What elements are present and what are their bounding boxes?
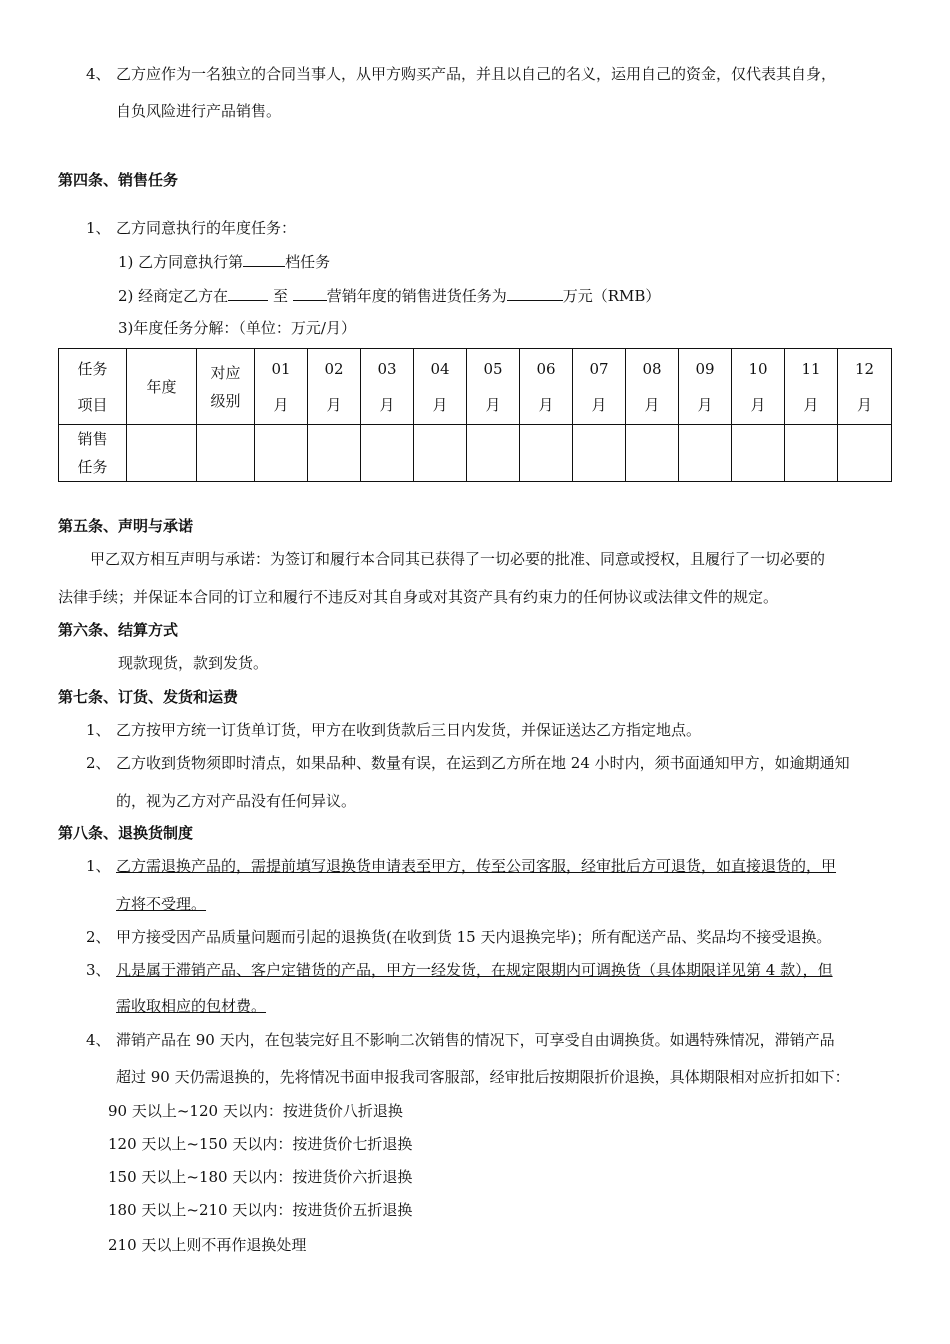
month-number: 06: [536, 359, 556, 378]
sub1-pre: 1) 乙方同意执行第: [118, 253, 244, 271]
table-cell[interactable]: [573, 425, 626, 482]
clause4-item1-text: 乙方同意执行的年度任务：: [116, 219, 297, 237]
item-number: 2、: [86, 928, 111, 946]
clause4-heading: 第四条、销售任务: [58, 171, 179, 189]
header-month: [679, 349, 732, 425]
table-cell[interactable]: [361, 425, 414, 482]
header-month: [414, 349, 467, 425]
month-number: 05: [483, 359, 503, 378]
month-number: 09: [695, 359, 715, 378]
amount-blank[interactable]: [507, 286, 563, 301]
clause8-item3-line1: [86, 960, 833, 980]
month-number: 01: [271, 359, 291, 378]
month-number: 08: [642, 359, 662, 378]
month-number: 07: [589, 359, 609, 378]
item-number: 3、: [86, 961, 111, 979]
table-cell[interactable]: [838, 425, 892, 482]
clause4-item1: [86, 218, 296, 238]
month-number: 03: [377, 359, 397, 378]
header-task-item: [59, 349, 127, 425]
clause6-heading: 第六条、结算方式: [58, 621, 179, 639]
table-cell[interactable]: [785, 425, 838, 482]
month-number: 04: [430, 359, 450, 378]
clause5-line1: 甲乙双方相互声明与承诺：为签订和履行本合同其已获得了一切必要的批准、同意或授权，且履行了一切必要的: [90, 550, 826, 568]
clause8-item2: [86, 927, 831, 947]
month-suffix: 月: [697, 395, 713, 414]
clause7-item2-line1: [86, 753, 850, 773]
table-cell[interactable]: [520, 425, 573, 482]
clause4-sub1: [118, 252, 330, 272]
clause4-sub3: 3)年度任务分解：（单位：万元/月）: [118, 319, 356, 337]
item-number: 2、: [86, 754, 111, 772]
sub2-post: 万元（RMB）: [562, 287, 661, 305]
header-month: [626, 349, 679, 425]
month-suffix: 月: [485, 395, 501, 414]
refund-tier: 210 天以上则不再作退换处理: [108, 1236, 307, 1254]
refund-tier: 180 天以上~210 天以内：按进货价五折退换: [108, 1201, 413, 1219]
header-task-line2: 项目: [77, 395, 108, 414]
clause8-item1-line2: 方将不受理。: [116, 895, 207, 913]
month-suffix: 月: [750, 395, 766, 414]
clause8-item4-text1: 滞销产品在 90 天内，在包装完好且不影响二次销售的情况下，可享受自由调换货。如遇特殊情况，滞销产品: [116, 1031, 835, 1049]
header-month: [308, 349, 361, 425]
clause5-heading: 第五条、声明与承诺: [58, 517, 194, 535]
month-suffix: 月: [326, 395, 342, 414]
refund-tier: 150 天以上~180 天以内：按进货价六折退换: [108, 1168, 413, 1186]
sub2-mid1: 至: [268, 287, 293, 305]
clause6-line1: 现款现货，款到发货。: [118, 654, 269, 672]
clause3-item4-text1: 乙方应作为一名独立的合同当事人，从甲方购买产品，并且以自己的名义，运用自己的资金，仅代表其自身，: [116, 65, 837, 83]
end-year-blank[interactable]: [293, 286, 327, 301]
table-cell[interactable]: [414, 425, 467, 482]
table-cell[interactable]: [467, 425, 520, 482]
row-label-sales-task: [59, 425, 127, 482]
sub1-post: 档任务: [285, 253, 331, 271]
header-month: [361, 349, 414, 425]
clause8-item4-line1: [86, 1030, 835, 1050]
table-cell[interactable]: [255, 425, 308, 482]
header-month: [467, 349, 520, 425]
header-level-line1: 对应: [210, 363, 241, 382]
item-number: 4、: [86, 65, 111, 83]
annual-task-table: [58, 348, 892, 482]
clause7-heading: 第七条、订货、发货和运费: [58, 688, 239, 706]
header-year: 年度: [127, 349, 197, 425]
clause8-heading: 第八条、退换货制度: [58, 824, 194, 842]
clause7-item2-text1: 乙方收到货物须即时清点，如果品种、数量有误，在运到乙方所在地 24 小时内，须书面通知甲方，如逾期通知: [116, 754, 850, 772]
month-number: 12: [854, 359, 875, 378]
month-suffix: 月: [856, 395, 872, 414]
clause8-item2-text: 甲方接受因产品质量问题而引起的退换货(在收到货 15 天内退换完毕)；所有配送产品、奖品均不接受退换。: [116, 928, 832, 946]
month-suffix: 月: [273, 395, 289, 414]
refund-tier: 90 天以上~120 天以内：按进货价八折退换: [108, 1102, 403, 1120]
clause3-item4-line1: [86, 64, 836, 84]
table-cell[interactable]: [626, 425, 679, 482]
item-number: 1、: [86, 219, 111, 237]
table-row: [59, 425, 892, 482]
month-suffix: 月: [538, 395, 554, 414]
month-number: 10: [748, 359, 768, 378]
clause4-sub2: [118, 286, 660, 306]
clause7-item2-line2: 的，视为乙方对产品没有任何异议。: [116, 792, 357, 810]
month-suffix: 月: [379, 395, 395, 414]
row-label-line2: 任务: [77, 458, 108, 476]
header-task-line1: 任务: [77, 359, 108, 378]
table-header-row: [59, 349, 892, 425]
clause8-item3-text1: 凡是属于滞销产品、客户定错货的产品，甲方一经发货，在规定限期内可调换货（具体期限详见第 4 款），但: [116, 961, 833, 979]
sub2-pre: 2) 经商定乙方在: [118, 287, 229, 305]
table-cell[interactable]: [308, 425, 361, 482]
item-number: 1、: [86, 721, 111, 739]
refund-tier: 120 天以上~150 天以内：按进货价七折退换: [108, 1135, 413, 1153]
item-number: 4、: [86, 1031, 111, 1049]
table-cell[interactable]: [679, 425, 732, 482]
clause8-item1-line1: [86, 856, 836, 876]
table-cell[interactable]: [127, 425, 197, 482]
clause8-item4-line2: 超过 90 天仍需退换的，先将情况书面申报我司客服部，经审批后按期限折价退换，具体期限相对应折扣如下：: [116, 1068, 850, 1086]
header-level: [197, 349, 255, 425]
header-month: [573, 349, 626, 425]
header-month: [732, 349, 785, 425]
header-month: [520, 349, 573, 425]
start-year-blank[interactable]: [228, 286, 268, 301]
row-label-line1: 销售: [77, 430, 108, 448]
clause3-item4-line2: 自负风险进行产品销售。: [116, 102, 282, 120]
month-suffix: 月: [644, 395, 660, 414]
month-suffix: 月: [432, 395, 448, 414]
item-number: 1、: [86, 857, 111, 875]
month-suffix: 月: [591, 395, 607, 414]
table-cell[interactable]: [197, 425, 255, 482]
clause7-item1-text: 乙方按甲方统一订货单订货，甲方在收到货款后三日内发货，并保证送达乙方指定地点。: [116, 721, 702, 739]
clause5-line2: 法律手续；并保证本合同的订立和履行不违反对其自身或对其资产具有约束力的任何协议或法律文件的规定。: [58, 588, 779, 606]
month-number: 11: [801, 359, 821, 378]
month-suffix: 月: [803, 395, 819, 414]
month-number: 02: [324, 359, 344, 378]
header-month: [838, 349, 892, 425]
clause7-item1: [86, 720, 701, 740]
header-month: [255, 349, 308, 425]
level-blank[interactable]: [243, 252, 285, 267]
clause8-item1-text1: 乙方需退换产品的，需提前填写退换货申请表至甲方，传至公司客服，经审批后方可退货，如直接退货的，甲: [116, 857, 837, 875]
table-cell[interactable]: [732, 425, 785, 482]
header-month: [785, 349, 838, 425]
sub2-mid2: 营销年度的销售进货任务为: [326, 287, 507, 305]
clause8-item3-line2: 需收取相应的包材费。: [116, 997, 267, 1015]
header-level-line2: 级别: [210, 391, 241, 410]
